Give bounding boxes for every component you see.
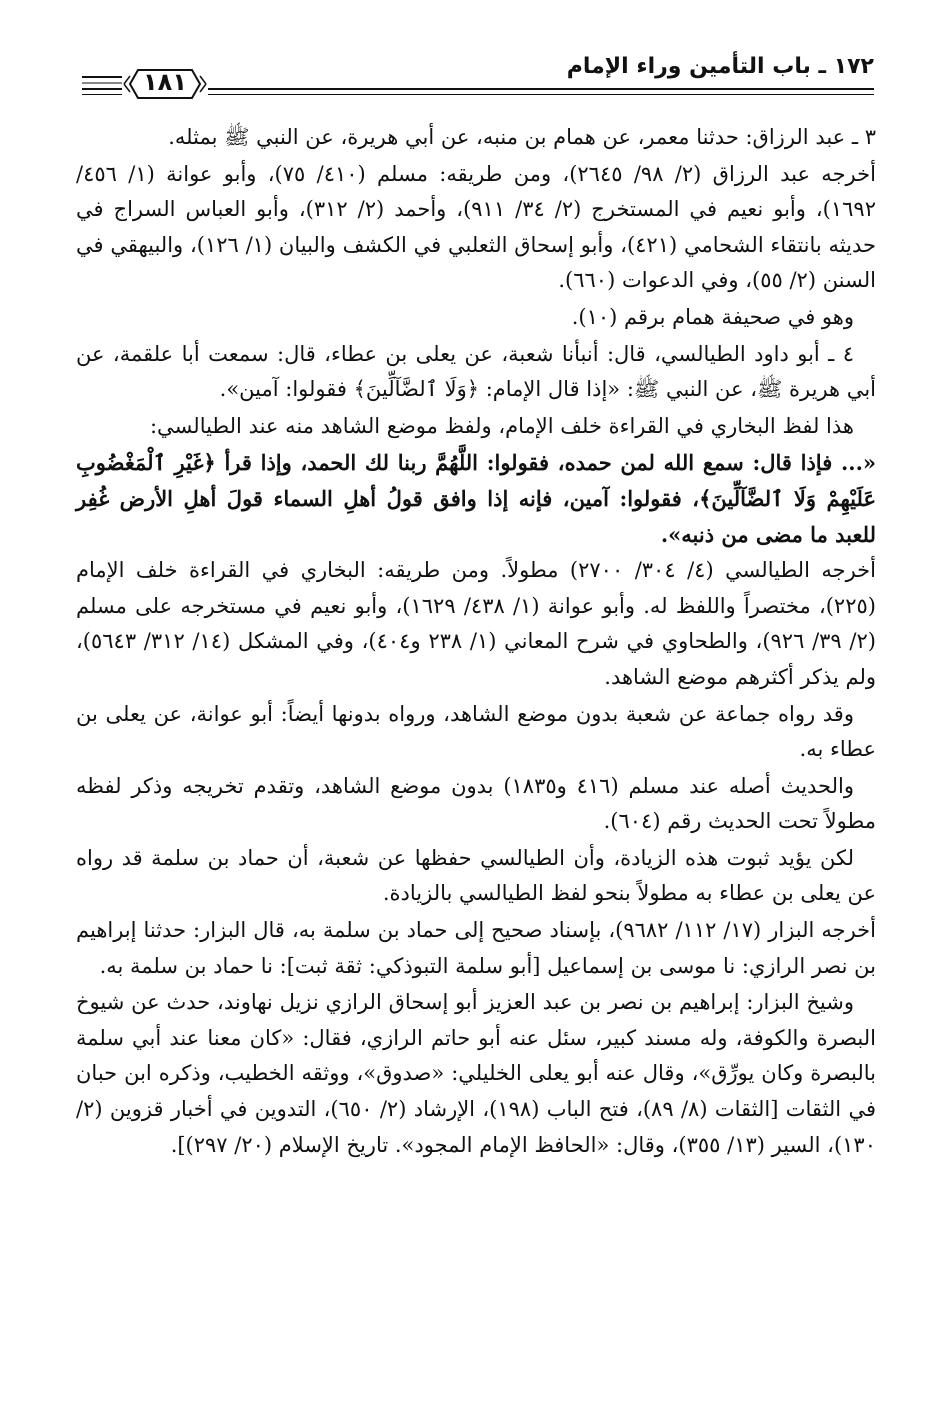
paragraph: وشيخ البزار: إبراهيم بن نصر بن عبد العزيز أبو إسحاق الرازي نزيل نهاوند، حدث عن شيوخ البصرة والكوفة، وله مسند كبير، سئل عنه أبو حاتم الرازي، فقال: «كان معنا عند أبي سلمة بالبصرة وكان يورِّق»، وقال عنه أبو يعلى الخليلي: «صدوق»، ووثقه الخطيب، وذكره ابن حبان في الثقات [الثقات (٨/ ٨٩)، فتح الباب (١٩٨)، الإرشاد (٢/ ٦٥٠)، التدوين في أخبار قزوين (٢/ ١٣٠)، السير (١٣/ ٣٥٥)، وقال: «الحافظ الإمام المجود». تاريخ الإسلام (٢٠/ ٢٩٧)]. <box>76 990 876 1157</box>
paragraph: أخرجه البزار (١٧/ ١١٢/ ٩٦٨٢)، بإسناد صحيح إلى حماد بن سلمة به، قال البزار: حدثنا إبراهيم بن نصر الرازي: نا موسى بن إسماعيل [أبو سلمة التبوذكي: ثقة ثبت]: نا حماد بن سلمة به. <box>76 918 876 978</box>
paragraph: هذا لفظ البخاري في القراءة خلف الإمام، ولفظ موضع الشاهد منه عند الطيالسي: <box>149 413 854 438</box>
chapter-title: ١٧٢ ـ باب التأمين وراء الإمام <box>557 54 874 79</box>
paragraph: لكن يؤيد ثبوت هذه الزيادة، وأن الطيالسي حفظها عن شعبة، أن حماد بن سلمة قد رواه عن يعلى بن عطاء به مطولاً بنحو لفظ الطيالسي بالزيادة. <box>76 845 876 906</box>
paragraph: وقد رواه جماعة عن شعبة بدون موضع الشاهد، ورواه بدونها أيضاً: أبو عوانة، عن يعلى بن عطاء به. <box>76 701 876 762</box>
paragraph: أخرجه عبد الرزاق (٢/ ٩٨/ ٢٦٤٥)، ومن طريقه: مسلم (٤١٠/ ٧٥)، وأبو عوانة (١/ ٤٥٦/ ١٦٩٢)، وأبو نعيم في المستخرج (٢/ ٣٤/ ٩١١)، وأحمد (٢/ ٣١٢)، وأبو العباس السراج في حديثه بانتقاء الشحامي (٤٢١)، وأبو إسحاق الثعلبي في الكشف والبيان (١/ ١٢٦)، والبيهقي في السنن (٢/ ٥٥)، وفي الدعوات (٦٦٠). <box>76 161 876 293</box>
header-left-ornament <box>82 72 122 86</box>
page-number: ١٨١ <box>143 68 187 96</box>
paragraph: والحديث أصله عند مسلم (٤١٦ و١٨٣٥) بدون موضع الشاهد، وتقدم تخريجه وذكر لفظه مطولاً تحت الحديث رقم (٦٠٤). <box>76 773 876 834</box>
hadith-text: «... فإذا قال: سمع الله لمن حمده، فقولوا: اللَّهُمَّ ربنا لك الحمد، وإذا قرأ ﴿غَيْرِ ٱلْمَغْضُوبِ عَلَيْهِمْ وَلَا ٱلضَّآلِّينَ﴾، فقولوا: آمين، فإنه إذا وافق قولُ أهلِ السماء قولَ أهلِ الأرض غُفِر للعبد ما مضى من ذنبه». <box>76 450 877 547</box>
paragraph: ٤ ـ أبو داود الطيالسي، قال: أنبأنا شعبة، عن يعلى بن عطاء، قال: سمعت أبا علقمة، عن أبي هريرة ﷺ، عن النبي ﷺ: «إذا قال الإمام: ﴿وَلَا ٱلضَّآلِّينَ﴾ فقولوا: آمين». <box>76 341 876 402</box>
main-text <box>76 120 876 1164</box>
page-header <box>82 52 874 96</box>
paragraph: وهو في صحيفة همام برقم (١٠). <box>571 304 854 329</box>
paragraph: أخرجه الطيالسي (٤/ ٣٠٤/ ٢٧٠٠) مطولاً. ومن طريقه: البخاري في القراءة خلف الإمام (٢٢٥)، مختصراً واللفظ له. وأبو عوانة (١/ ٤٣٨/ ١٦٢٩)، وأبو نعيم في مستخرجه على مسلم (٢/ ٣٩/ ٩٢٦)، والطحاوي في شرح المعاني (١/ ٢٣٨ و٤٠٤)، وفي المشكل (١٤/ ٣١٢/ ٥٦٤٣)، ولم يذكر أكثرهم موضع الشاهد. <box>76 558 876 689</box>
page-number-frame <box>122 64 208 104</box>
paragraph: ٣ ـ عبد الرزاق: حدثنا معمر، عن همام بن منبه، عن أبي هريرة، عن النبي ﷺ بمثله. <box>168 125 876 149</box>
